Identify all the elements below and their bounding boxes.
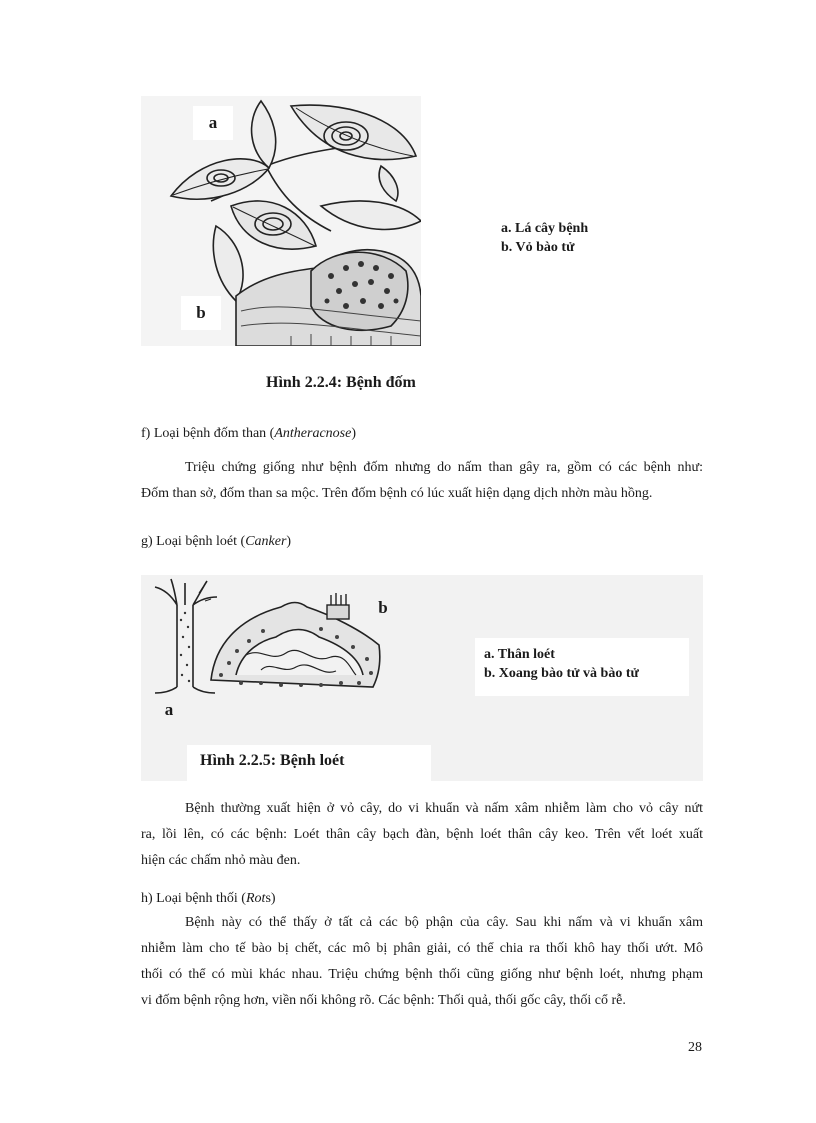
- figure2-label-b: b: [378, 598, 388, 617]
- figure2-caption: Hình 2.2.5: Bệnh loét: [200, 752, 345, 769]
- figure1-legend: [501, 219, 588, 257]
- figure2-legend-item: a. Thân loét: [484, 647, 555, 662]
- paragraph-line: Bệnh này có thể thấy ở tất cả các bộ phận của cây. Sau khi nấm và vi khuẩn xâm: [185, 915, 703, 930]
- section-f-paragraph: [141, 455, 703, 507]
- paragraph-line: thối có thể có mùi khác nhau. Triệu chứng bệnh thối cũng giống như bệnh loét, nhưng phạm: [141, 967, 703, 982]
- figure1-legend-item: a. Lá cây bệnh: [501, 221, 589, 236]
- section-f-heading-close: ): [351, 426, 357, 441]
- figure2-legend-item: b. Xoang bào tử và bào tử: [484, 666, 639, 681]
- paragraph-line: hiện các chấm nhỏ màu đen.: [141, 853, 301, 868]
- section-h-heading-close: s): [265, 891, 276, 906]
- section-h-heading-text: h) Loại bệnh thối (: [141, 891, 246, 906]
- paragraph-line: vi đốm bệnh rộng hơn, viền nối không rõ. Các bệnh: Thối quả, thối gốc cây, thối cổ rễ.: [141, 993, 626, 1008]
- paragraph-line: Bệnh thường xuất hiện ở vỏ cây, do vi khuẩn và nấm xâm nhiễm làm cho vỏ cây nứt: [185, 801, 703, 816]
- section-f-heading: [141, 426, 356, 442]
- section-g-paragraph: [141, 796, 703, 874]
- paragraph-line: Đốm than sở, đốm than sa mộc. Trên đốm bệnh có lúc xuất hiện dạng dịch nhờn màu hồng.: [141, 486, 653, 501]
- paragraph-line: Triệu chứng giống như bệnh đốm nhưng do nấm than gây ra, gồm có các bệnh như:: [185, 460, 703, 475]
- page-number: 28: [688, 1040, 702, 1055]
- section-g-heading-text: g) Loại bệnh loét (: [141, 534, 246, 549]
- figure1-caption: Hình 2.2.4: Bệnh đốm: [266, 374, 416, 391]
- figure-canker: [141, 575, 703, 781]
- section-h-heading-latin: Rot: [245, 891, 266, 906]
- section-g-heading: [141, 534, 291, 550]
- figure1-legend-item: b. Vỏ bào tử: [501, 240, 575, 255]
- section-f-heading-latin: Antheracnose: [274, 426, 352, 441]
- paragraph-line: nhiễm làm cho tế bào bị chết, các mô bị phân giải, có thể chia ra thối khô hay thối ướt. Mô: [141, 941, 703, 956]
- section-f-heading-text: f) Loại bệnh đốm than (: [141, 426, 275, 441]
- section-g-heading-close: ): [286, 534, 292, 549]
- figure1-label-b: b: [181, 296, 221, 330]
- paragraph-line: ra, lồi lên, có các bệnh: Loét thân cây bạch đàn, bệnh loét thân cây keo. Trên vết loét xuất: [141, 827, 703, 842]
- section-h-heading: [141, 891, 276, 907]
- figure2-label-a: a: [164, 700, 174, 719]
- figure-leaf-spot: [141, 96, 421, 346]
- section-h-paragraph: [141, 910, 703, 1014]
- figure2-legend: [484, 645, 639, 683]
- section-g-heading-latin: Canker: [245, 534, 287, 549]
- figure1-label-a: a: [193, 106, 233, 140]
